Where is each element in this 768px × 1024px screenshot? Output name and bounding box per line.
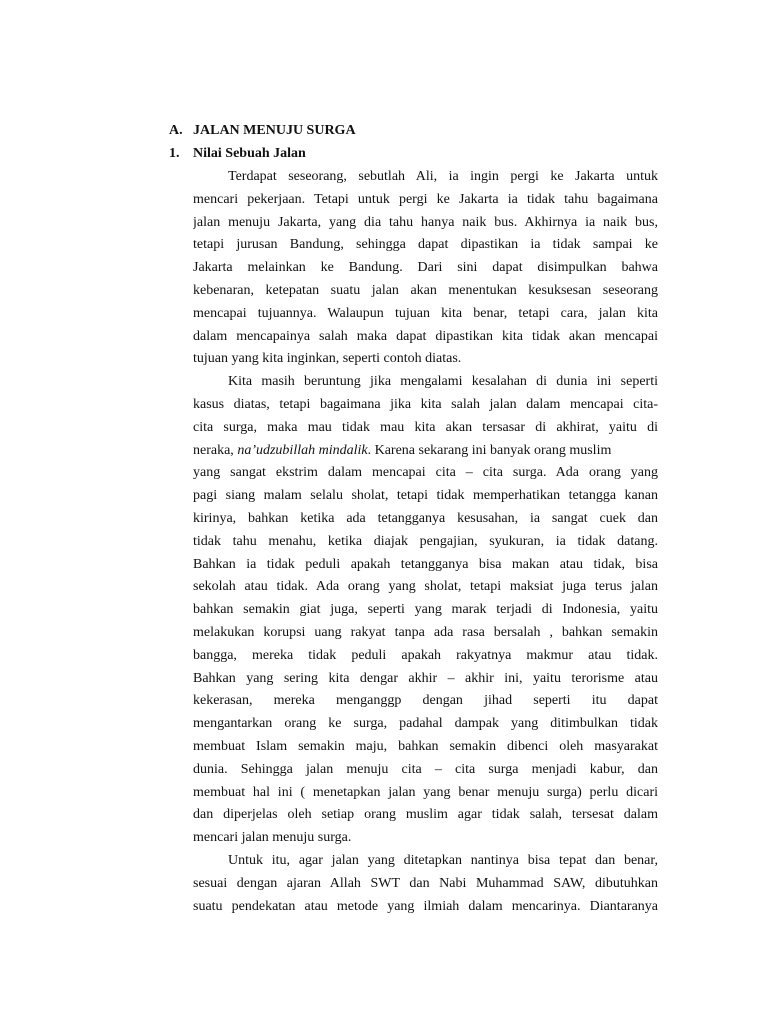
text-line: Jakarta melainkan ke Bandung. Dari sini dapat disimpulkan bahwa bbox=[193, 260, 658, 276]
text-line: kasus diatas, tetapi bagaimana jika kita salah jalan dalam mencapai cita- bbox=[193, 396, 658, 412]
text-line: dunia. Sehingga jalan menuju cita – cita surga menjadi kabur, dan bbox=[193, 761, 658, 777]
subsection-heading bbox=[169, 146, 306, 162]
text-line: yang sangat ekstrim dalam mencapai cita – cita surga. Ada orang yang bbox=[193, 465, 658, 481]
text-line: bahkan semakin giat juga, seperti yang marak terjadi di Indonesia, yaitu bbox=[193, 602, 658, 618]
text-line: Bahkan ia tidak peduli apakah tetangganya bisa makan atau tidak, bisa bbox=[193, 556, 658, 572]
text-line: mencari pekerjaan. Tetapi untuk pergi ke Jakarta ia tidak tahu bagaimana bbox=[193, 191, 658, 207]
text-line: kirinya, bahkan ketika ada tetangganya kesusahan, ia sangat cuek dan bbox=[193, 510, 658, 526]
text-line: membuat hal ini ( menetapkan jalan yang benar menuju surga) perlu dicari bbox=[193, 784, 658, 800]
paragraph-2 bbox=[193, 371, 658, 850]
paragraph-1 bbox=[193, 166, 658, 371]
text-line: jalan menuju Jakarta, yang dia tahu hanya naik bus. Akhirnya ia naik bus, bbox=[193, 214, 658, 230]
section-title: JALAN MENUJU SURGA bbox=[193, 123, 356, 138]
text-line: cita surga, maka mau tidak mau kita akan tersasar di akhirat, yaitu di bbox=[193, 419, 658, 435]
text-line: Terdapat seseorang, sebutlah Ali, ia ingin pergi ke Jakarta untuk bbox=[228, 169, 658, 184]
section-letter: A. bbox=[169, 123, 183, 138]
text-line: tujuan yang kita inginkan, seperti contoh diatas. bbox=[193, 351, 462, 367]
text-fragment: neraka, bbox=[193, 442, 238, 458]
italic-phrase: na’udzubillah mindalik bbox=[237, 442, 368, 458]
text-fragment: . Karena sekarang ini banyak orang muslim bbox=[367, 442, 612, 458]
text-line: pagi siang malam selalu sholat, tetapi tidak memperhatikan tetangga kanan bbox=[193, 488, 658, 504]
text-line: membuat Islam semakin maju, bahkan semakin dibenci oleh masyarakat bbox=[193, 738, 658, 754]
text-line: sekolah atau tidak. Ada orang yang sholat, tetapi maksiat juga terus jalan bbox=[193, 579, 658, 595]
paragraph-3 bbox=[193, 850, 658, 918]
text-line: Bahkan yang sering kita dengar akhir – akhir ini, yaitu terorisme atau bbox=[193, 670, 658, 686]
text-line: mencapai tujuannya. Walaupun tujuan kita benar, tetapi cara, jalan kita bbox=[193, 305, 658, 321]
text-line: kekerasan, mereka menganggp dengan jihad seperti itu dapat bbox=[193, 693, 658, 709]
text-line: melakukan korupsi uang rakyat tanpa ada rasa bersalah , bahkan semakin bbox=[193, 624, 658, 640]
text-line: dalam mencapainya salah maka dapat dipastikan kita tidak akan mencapai bbox=[193, 328, 658, 344]
text-line: Kita masih beruntung jika mengalami kesalahan di dunia ini seperti bbox=[228, 374, 658, 390]
subsection-title: Nilai Sebuah Jalan bbox=[193, 146, 306, 161]
text-line: Untuk itu, agar jalan yang ditetapkan nantinya bisa tepat dan benar, bbox=[228, 852, 658, 868]
text-line-with-italic bbox=[193, 440, 658, 463]
text-line: bangga, mereka tidak peduli apakah rakyatnya makmur atau tidak. bbox=[193, 647, 658, 663]
text-line: kebenaran, ketepatan suatu jalan akan menentukan kesuksesan seseorang bbox=[193, 282, 658, 298]
text-line: mengantarkan orang ke surga, padahal dampak yang ditimbulkan tidak bbox=[193, 716, 658, 732]
text-line: tetapi jurusan Bandung, sehingga dapat dipastikan ia tidak sampai ke bbox=[193, 237, 658, 253]
subsection-number: 1. bbox=[169, 146, 180, 161]
text-line: mencari jalan menuju surga. bbox=[193, 830, 352, 846]
text-line: sesuai dengan ajaran Allah SWT dan Nabi Muhammad SAW, dibutuhkan bbox=[193, 875, 658, 891]
text-line: dan diperjelas oleh setiap orang muslim agar tidak salah, tersesat dalam bbox=[193, 807, 658, 823]
text-line: tidak tahu menahu, ketika diajak pengajian, syukuran, ia tidak datang. bbox=[193, 533, 658, 549]
body-text bbox=[193, 166, 658, 918]
text-line: suatu pendekatan atau metode yang ilmiah dalam mencarinya. Diantaranya bbox=[193, 898, 658, 914]
section-heading bbox=[169, 123, 356, 139]
